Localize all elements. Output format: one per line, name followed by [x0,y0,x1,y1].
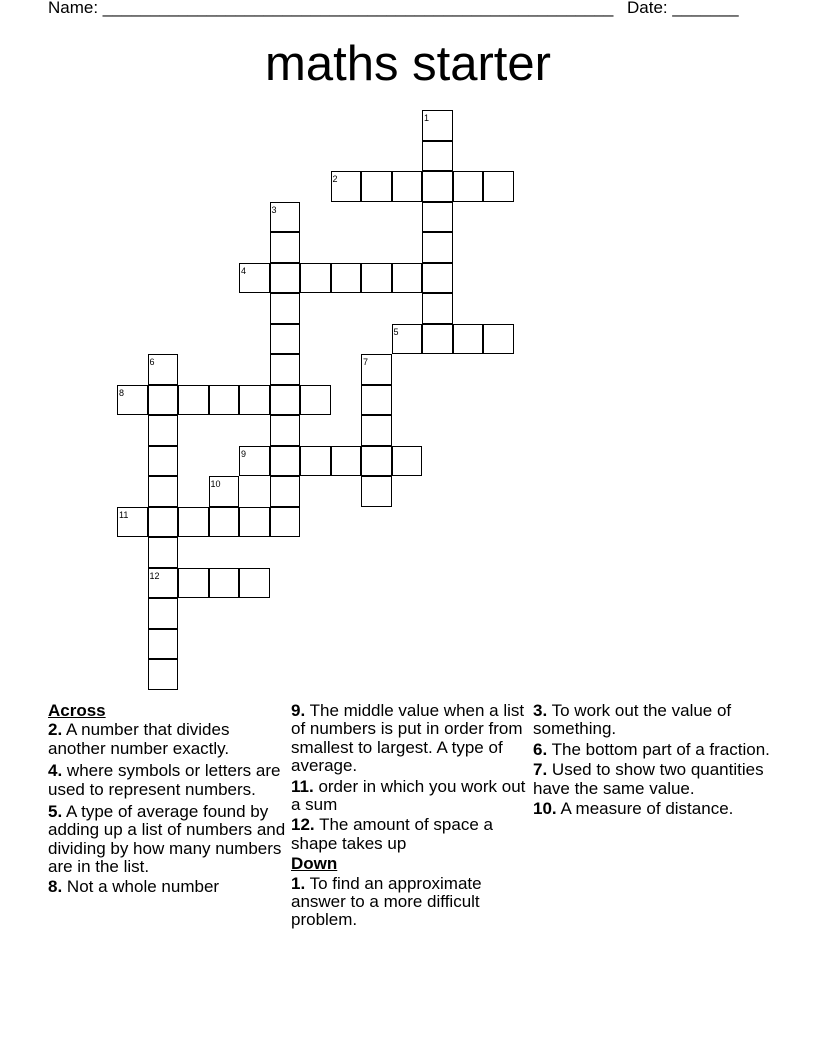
cell-number: 9 [241,448,247,459]
grid-cell[interactable] [270,232,301,263]
grid-cell[interactable] [392,324,423,355]
cell-number: 8 [119,387,125,398]
grid-cell[interactable] [209,476,240,507]
across-heading: Across [48,701,106,720]
down-clue-1: 1. To find an approximate answer to a more difficult problem. [291,873,482,930]
grid-cell[interactable] [148,476,179,507]
cell-number: 5 [393,326,399,337]
grid-cell[interactable] [148,354,179,385]
grid-cell[interactable] [453,171,484,202]
grid-cell[interactable] [209,385,240,416]
grid-cell[interactable] [361,354,392,385]
grid-cell[interactable] [148,537,179,568]
across-clue-11: 11. order in which you work out a sum [291,776,526,815]
cell-number: 11 [119,509,129,520]
grid-cell[interactable] [270,263,301,294]
grid-cell[interactable] [239,385,270,416]
grid-cell[interactable] [270,476,301,507]
grid-cell[interactable] [331,171,362,202]
name-field-label: Name: ______________________________________________________ [48,0,614,17]
cell-number: 12 [149,570,160,581]
grid-cell[interactable] [422,171,453,202]
grid-cell[interactable] [422,324,453,355]
grid-cell[interactable] [239,568,270,599]
grid-cell[interactable] [300,446,331,477]
grid-cell[interactable] [178,568,209,599]
down-clue-7: 7. Used to show two quantities have the same value. [533,760,764,798]
grid-cell[interactable] [453,324,484,355]
grid-cell[interactable] [148,659,179,690]
grid-cell[interactable] [178,507,209,538]
grid-cell[interactable] [422,232,453,263]
grid-cell[interactable] [148,629,179,660]
cell-number: 10 [210,479,221,489]
grid-cell[interactable] [331,263,362,294]
grid-cell[interactable] [392,263,423,294]
across-clue-4: 4. where symbols or letters are used to represent numbers. [48,761,281,799]
grid-cell[interactable] [270,385,301,416]
grid-cell[interactable] [239,507,270,538]
grid-cell[interactable] [422,293,453,324]
grid-cell[interactable] [361,385,392,416]
grid-cell[interactable] [300,263,331,294]
grid-cell[interactable] [270,415,301,446]
grid-cell[interactable] [148,446,179,477]
grid-cell[interactable] [270,507,301,538]
clue-column-3 [533,702,771,822]
grid-cell[interactable] [209,568,240,599]
down-clue-3: 3. To work out the value of something. [533,701,732,739]
grid-cell[interactable] [392,446,423,477]
grid-cell[interactable] [483,171,514,202]
grid-cell[interactable] [392,171,423,202]
grid-cell[interactable] [270,202,301,233]
cell-number: 7 [363,357,369,367]
grid-cell[interactable] [300,385,331,416]
grid-cell[interactable] [239,263,270,294]
grid-cell[interactable] [483,324,514,355]
grid-cell[interactable] [331,446,362,477]
page-title: maths starter [265,37,551,91]
across-clue-8: 8. Not a whole number [48,876,220,896]
grid-cell[interactable] [148,415,179,446]
grid-cell[interactable] [117,507,148,538]
date-field-label: Date: _______ [627,0,739,17]
clue-column-1 [48,702,286,900]
grid-cell[interactable] [239,446,270,477]
cell-number: 4 [241,265,247,276]
clue-column-2 [291,702,529,934]
grid-cell[interactable] [270,446,301,477]
grid-cell[interactable] [270,293,301,324]
cell-number: 3 [271,204,277,215]
grid-cell[interactable] [117,385,148,416]
across-clue-12: 12. The amount of space a shape takes up [291,815,493,853]
cell-number: 2 [332,174,338,184]
grid-cell[interactable] [361,171,392,202]
cell-number: 1 [424,113,430,123]
grid-cell[interactable] [361,263,392,294]
down-clue-10: 10. A measure of distance. [533,799,734,819]
grid-cell[interactable] [422,141,453,172]
grid-cell[interactable] [361,415,392,446]
grid-cell[interactable] [148,507,179,538]
grid-cell[interactable] [361,446,392,477]
across-clue-2: 2. A number that divides another number exactly. [48,720,230,758]
grid-cell[interactable] [270,324,301,355]
grid-cell[interactable] [209,507,240,538]
grid-cell[interactable] [148,385,179,416]
down-heading: Down [291,854,338,874]
grid-cell[interactable] [178,385,209,416]
grid-cell[interactable] [361,476,392,507]
grid-cell[interactable] [148,568,179,599]
grid-cell[interactable] [148,598,179,629]
grid-cell[interactable] [270,354,301,385]
grid-cell[interactable] [422,263,453,294]
across-clue-5: 5. A type of average found by adding up a list of numbers and dividing by how many numbers are in the list. [48,802,286,877]
across-clue-9: 9. The middle value when a list of numbers is put in order from smallest to largest. A type of average. [291,701,525,776]
down-clue-6: 6. The bottom part of a fraction. [533,739,770,759]
grid-cell[interactable] [422,202,453,233]
cell-number: 6 [149,357,155,367]
grid-cell[interactable] [422,110,453,141]
